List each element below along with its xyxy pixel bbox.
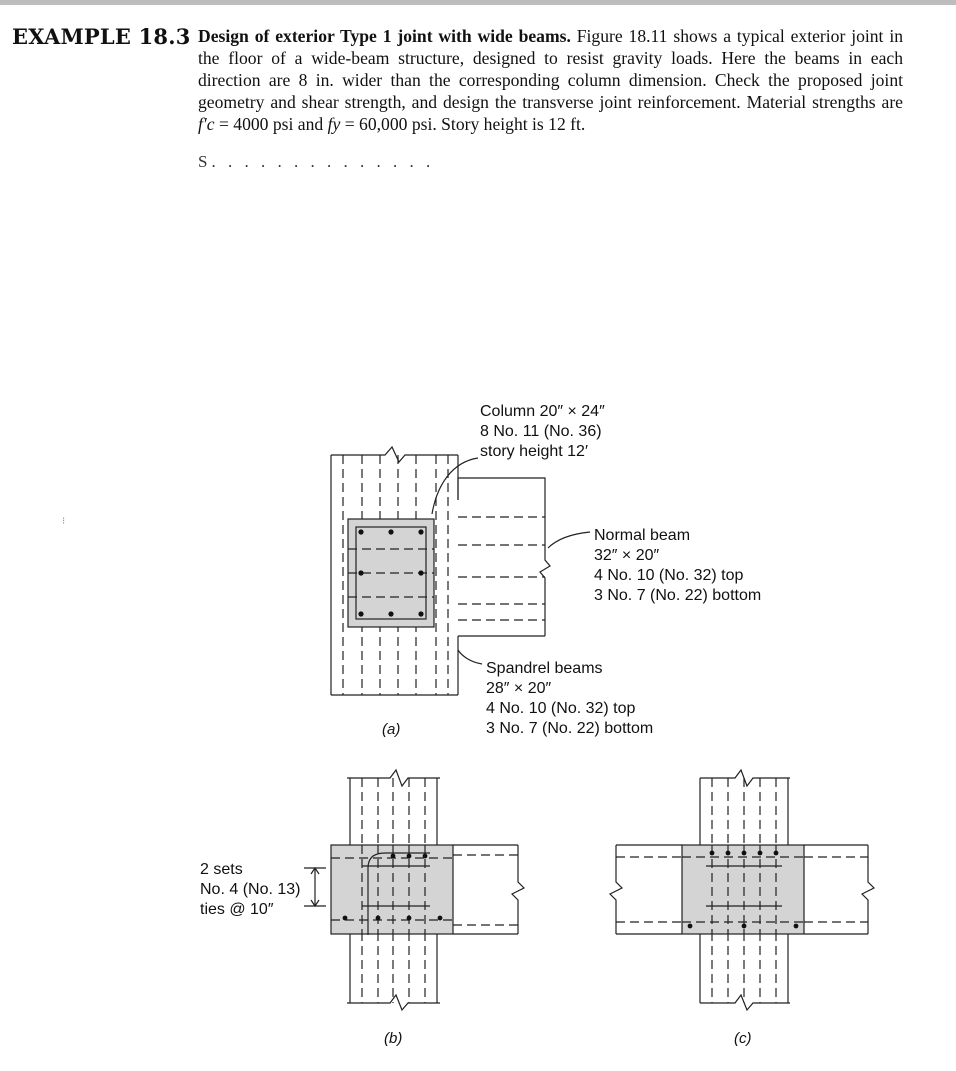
fc-value: = 4000 psi and [218,114,324,134]
spandrel-label-3: 4 No. 10 (No. 32) top [486,700,636,717]
normal-beam-lines [458,478,550,636]
fy-value: = 60,000 psi. Story height is 12 ft. [344,114,586,134]
spandrel-label-1: Spandrel beams [486,660,603,677]
normal-beam-label-3: 4 No. 10 (No. 32) top [594,567,744,584]
section-view-b [200,770,524,1047]
plan-view-a [331,403,761,738]
example-label: EXAMPLE 18.3 [12,24,191,49]
caption-a: (a) [382,721,401,738]
column-label-1: Column 20″ × 24″ [480,403,605,420]
column-label-3: story height 12′ [480,443,588,460]
example-body: Figure 18.11 shows a typical exterior joint in the floor of a wide-beam structure, designed to resist gravity loads. Here the beams in each direction are 8 in. wider than the corresponding column dimension. Check the proposed joint geometry and shear strength, and design the transverse joint reinforcement. Material strengths are [198,26,904,112]
column-label-2: 8 No. 11 (No. 36) [480,423,602,440]
section-view-c [610,770,874,1047]
ties-label-2: No. 4 (No. 13) [200,881,301,898]
fc-symbol: f′c [198,114,215,134]
normal-beam-label-4: 3 No. 7 (No. 22) bottom [594,587,762,604]
joint-section-c [682,845,804,934]
spandrel-label-2: 28″ × 20″ [486,680,552,697]
ties-label-1: 2 sets [200,861,243,878]
example-title: Design of exterior Type 1 joint with wide beams. [198,26,571,46]
normal-beam-label-1: Normal beam [594,527,691,544]
normal-beam-label-2: 32″ × 20″ [594,547,660,564]
ties-label-3: ties @ 10″ [200,901,274,918]
spandrel-label-4: 3 No. 7 (No. 22) bottom [486,720,654,737]
truncated-text-line: S. . . . . . . . . . . . . . [198,152,435,168]
fy-symbol: fy [327,114,341,134]
caption-c: (c) [734,1030,752,1047]
margin-mark: ⁝ [62,516,66,527]
caption-b: (b) [384,1030,403,1047]
